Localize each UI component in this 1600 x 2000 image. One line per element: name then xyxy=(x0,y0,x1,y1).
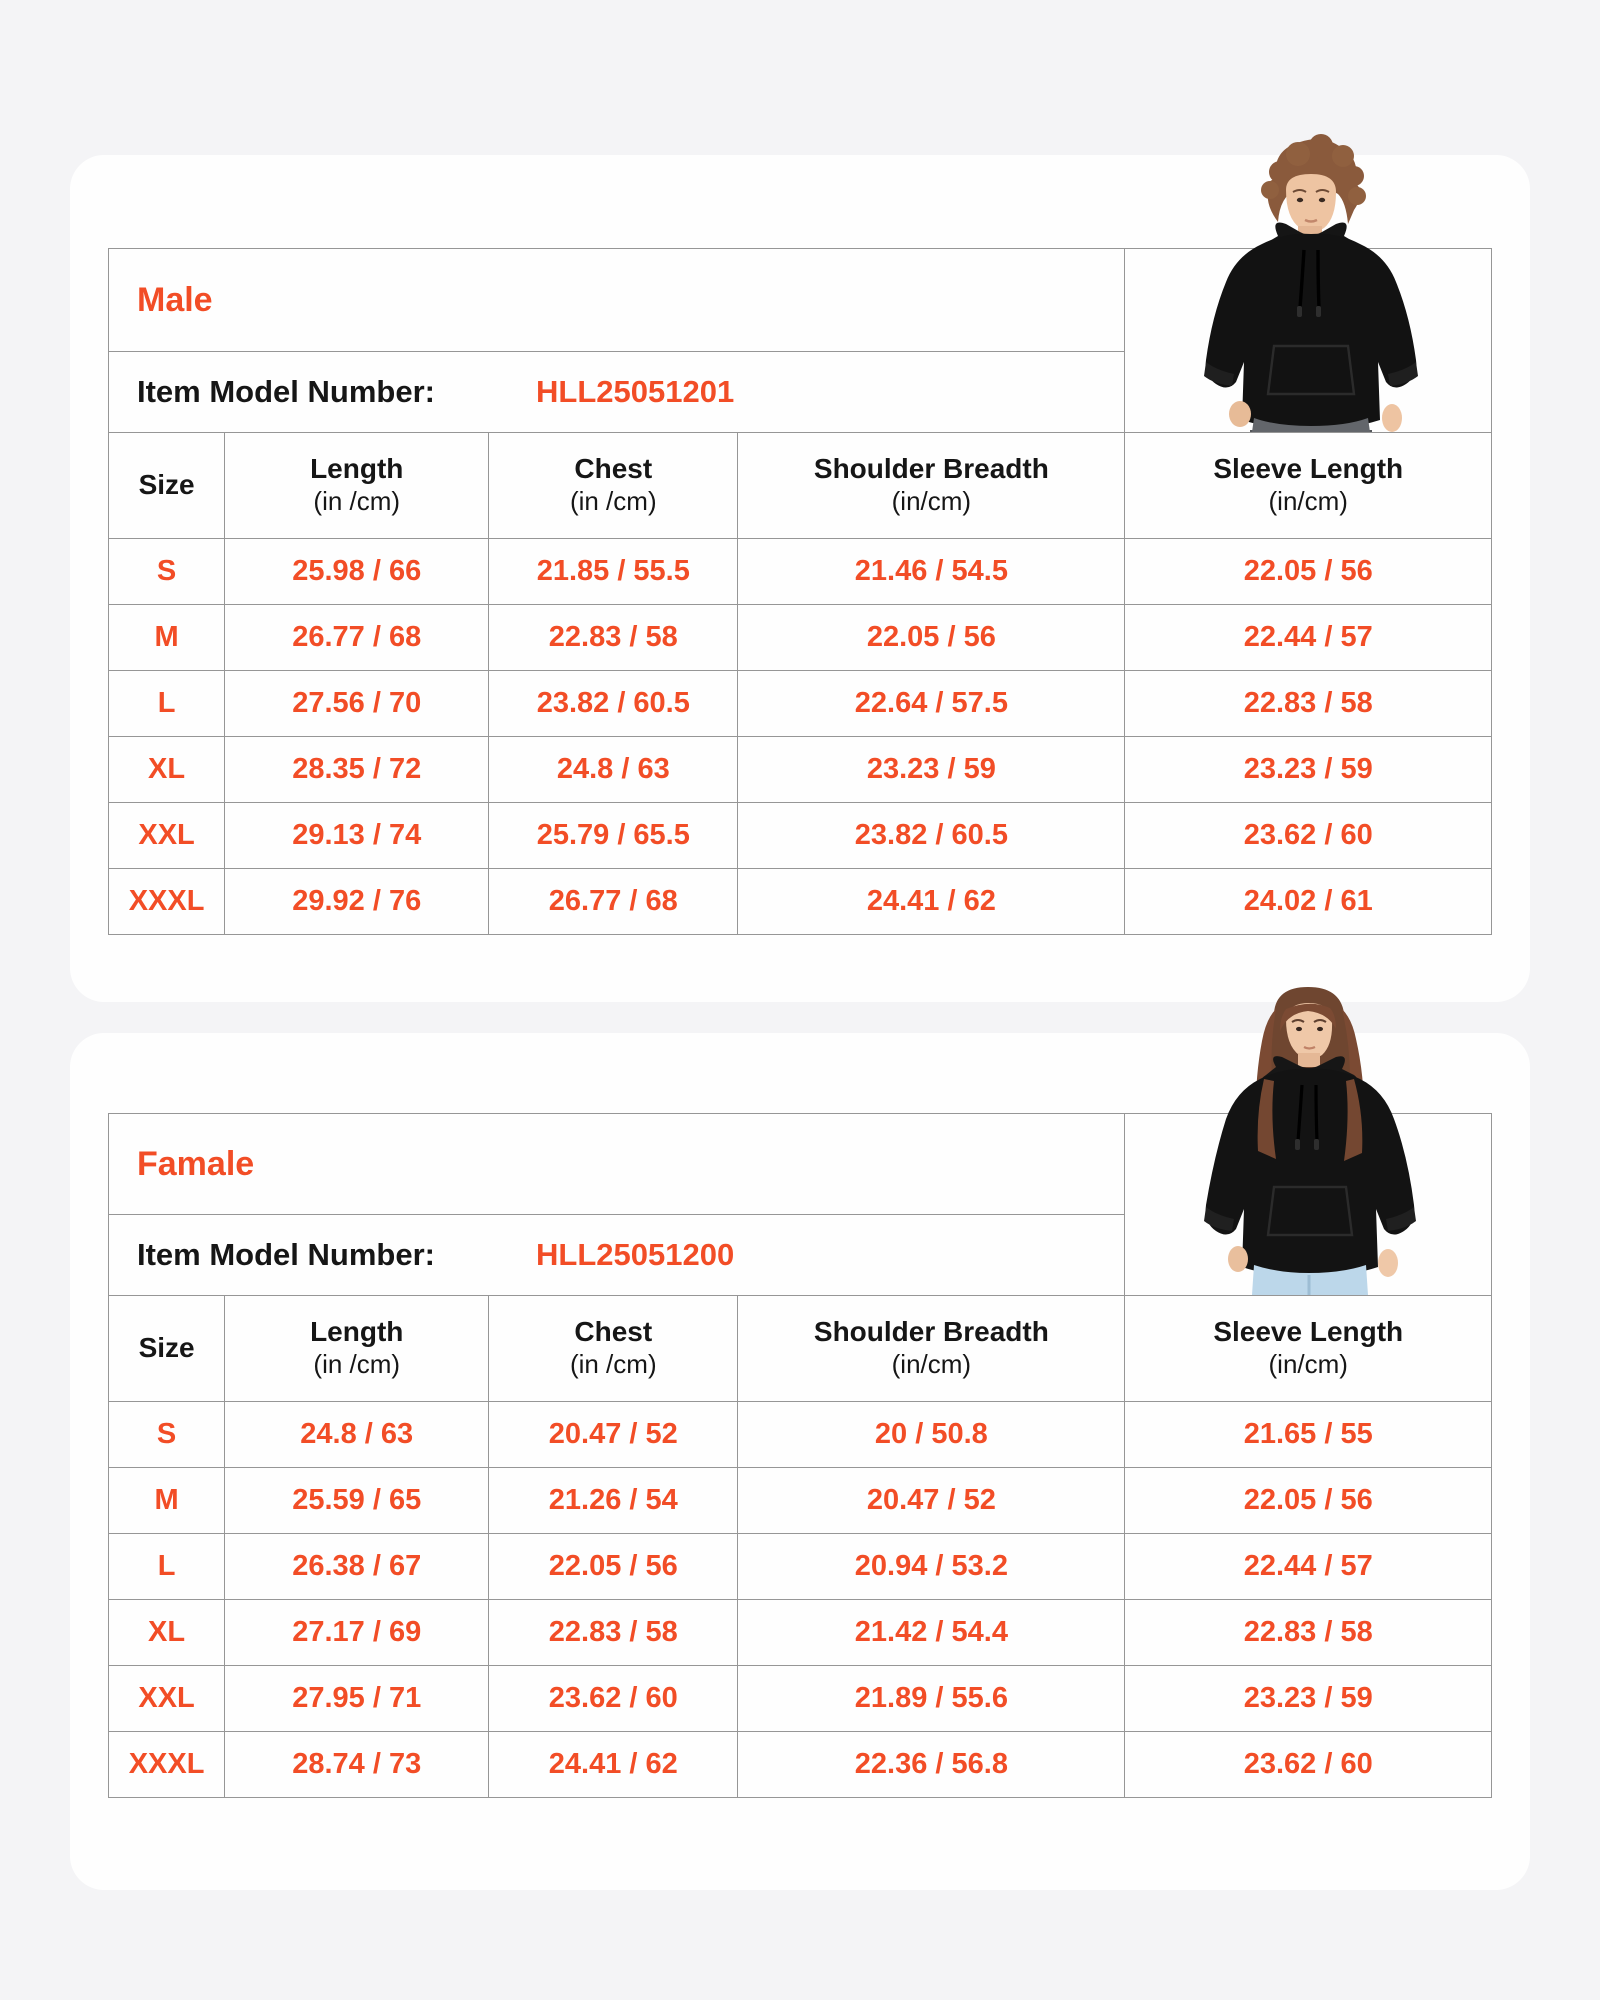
size-chart-card xyxy=(70,1033,1530,1890)
sleeve-length-value: 23.23 / 59 xyxy=(1125,1666,1492,1732)
size-label: M xyxy=(109,605,225,671)
gender-title: Male xyxy=(137,280,213,319)
chest-value: 25.79 / 65.5 xyxy=(489,803,738,869)
column-header-row xyxy=(109,1296,1492,1402)
shoulder-breadth-value: 22.05 / 56 xyxy=(738,605,1125,671)
length-value: 28.35 / 72 xyxy=(225,737,489,803)
column-header-chest: Chest (in /cm) xyxy=(489,433,738,539)
shoulder-breadth-value: 23.82 / 60.5 xyxy=(738,803,1125,869)
size-label: S xyxy=(109,1402,225,1468)
female-model-photo xyxy=(1158,983,1458,1295)
size-table-row xyxy=(109,1402,1492,1468)
sleeve-length-value: 23.62 / 60 xyxy=(1125,1732,1492,1798)
size-table-row xyxy=(109,1732,1492,1798)
size-label: M xyxy=(109,1468,225,1534)
model-photo-cell xyxy=(1125,249,1492,433)
sleeve-length-value: 22.83 / 58 xyxy=(1125,671,1492,737)
sleeve-length-value: 22.83 / 58 xyxy=(1125,1600,1492,1666)
size-label: L xyxy=(109,671,225,737)
length-value: 26.77 / 68 xyxy=(225,605,489,671)
male-model-photo xyxy=(1158,132,1458,432)
model-number-label: Item Model Number: xyxy=(137,374,435,409)
size-label: XL xyxy=(109,737,225,803)
column-header-length: Length (in /cm) xyxy=(225,1296,489,1402)
size-label: XXL xyxy=(109,1666,225,1732)
shoulder-breadth-value: 20.47 / 52 xyxy=(738,1468,1125,1534)
sleeve-length-value: 22.44 / 57 xyxy=(1125,1534,1492,1600)
length-value: 29.92 / 76 xyxy=(225,869,489,935)
sleeve-length-value: 24.02 / 61 xyxy=(1125,869,1492,935)
size-chart-table xyxy=(108,248,1492,935)
length-value: 27.56 / 70 xyxy=(225,671,489,737)
shoulder-breadth-value: 21.46 / 54.5 xyxy=(738,539,1125,605)
column-header-sleeve-length: Sleeve Length (in/cm) xyxy=(1125,1296,1492,1402)
chest-value: 26.77 / 68 xyxy=(489,869,738,935)
model-photo-cell xyxy=(1125,1114,1492,1296)
gender-title: Famale xyxy=(137,1144,255,1183)
column-header-shoulder-breadth: Shoulder Breadth (in/cm) xyxy=(738,1296,1125,1402)
chest-value: 21.26 / 54 xyxy=(489,1468,738,1534)
table-title-row xyxy=(109,1114,1492,1215)
chest-value: 24.8 / 63 xyxy=(489,737,738,803)
shoulder-breadth-value: 22.64 / 57.5 xyxy=(738,671,1125,737)
table-title-row xyxy=(109,249,1492,352)
size-table-row xyxy=(109,671,1492,737)
length-value: 28.74 / 73 xyxy=(225,1732,489,1798)
size-label: L xyxy=(109,1534,225,1600)
chest-value: 23.82 / 60.5 xyxy=(489,671,738,737)
column-header-shoulder-breadth: Shoulder Breadth (in/cm) xyxy=(738,433,1125,539)
length-value: 26.38 / 67 xyxy=(225,1534,489,1600)
column-header-row xyxy=(109,433,1492,539)
shoulder-breadth-value: 22.36 / 56.8 xyxy=(738,1732,1125,1798)
length-value: 25.59 / 65 xyxy=(225,1468,489,1534)
size-table-row xyxy=(109,1666,1492,1732)
sleeve-length-value: 22.05 / 56 xyxy=(1125,539,1492,605)
size-table-row xyxy=(109,539,1492,605)
size-label: XXXL xyxy=(109,1732,225,1798)
column-header-size: Size xyxy=(109,1296,225,1402)
model-number-label: Item Model Number: xyxy=(137,1237,435,1272)
sleeve-length-value: 23.62 / 60 xyxy=(1125,803,1492,869)
length-value: 27.95 / 71 xyxy=(225,1666,489,1732)
length-value: 24.8 / 63 xyxy=(225,1402,489,1468)
size-label: XL xyxy=(109,1600,225,1666)
shoulder-breadth-value: 20.94 / 53.2 xyxy=(738,1534,1125,1600)
size-table-row xyxy=(109,737,1492,803)
column-header-size: Size xyxy=(109,433,225,539)
size-table-row xyxy=(109,869,1492,935)
chest-value: 22.83 / 58 xyxy=(489,1600,738,1666)
sleeve-length-value: 22.44 / 57 xyxy=(1125,605,1492,671)
sleeve-length-value: 22.05 / 56 xyxy=(1125,1468,1492,1534)
size-table-row xyxy=(109,605,1492,671)
sleeve-length-value: 23.23 / 59 xyxy=(1125,737,1492,803)
column-header-sleeve-length: Sleeve Length (in/cm) xyxy=(1125,433,1492,539)
shoulder-breadth-value: 24.41 / 62 xyxy=(738,869,1125,935)
chest-value: 23.62 / 60 xyxy=(489,1666,738,1732)
sleeve-length-value: 21.65 / 55 xyxy=(1125,1402,1492,1468)
size-label: XXL xyxy=(109,803,225,869)
chest-value: 21.85 / 55.5 xyxy=(489,539,738,605)
size-label: XXXL xyxy=(109,869,225,935)
size-chart-table xyxy=(108,1113,1492,1798)
size-label: S xyxy=(109,539,225,605)
size-table-row xyxy=(109,1600,1492,1666)
shoulder-breadth-value: 21.89 / 55.6 xyxy=(738,1666,1125,1732)
shoulder-breadth-value: 23.23 / 59 xyxy=(738,737,1125,803)
shoulder-breadth-value: 20 / 50.8 xyxy=(738,1402,1125,1468)
shoulder-breadth-value: 21.42 / 54.4 xyxy=(738,1600,1125,1666)
chest-value: 20.47 / 52 xyxy=(489,1402,738,1468)
length-value: 25.98 / 66 xyxy=(225,539,489,605)
size-chart-card xyxy=(70,155,1530,1002)
model-number-value: HLL25051201 xyxy=(536,374,735,409)
chest-value: 22.05 / 56 xyxy=(489,1534,738,1600)
length-value: 27.17 / 69 xyxy=(225,1600,489,1666)
length-value: 29.13 / 74 xyxy=(225,803,489,869)
chest-value: 24.41 / 62 xyxy=(489,1732,738,1798)
size-table-row xyxy=(109,1534,1492,1600)
column-header-length: Length (in /cm) xyxy=(225,433,489,539)
model-number-value: HLL25051200 xyxy=(536,1237,735,1272)
column-header-chest: Chest (in /cm) xyxy=(489,1296,738,1402)
chest-value: 22.83 / 58 xyxy=(489,605,738,671)
size-table-row xyxy=(109,803,1492,869)
size-table-row xyxy=(109,1468,1492,1534)
